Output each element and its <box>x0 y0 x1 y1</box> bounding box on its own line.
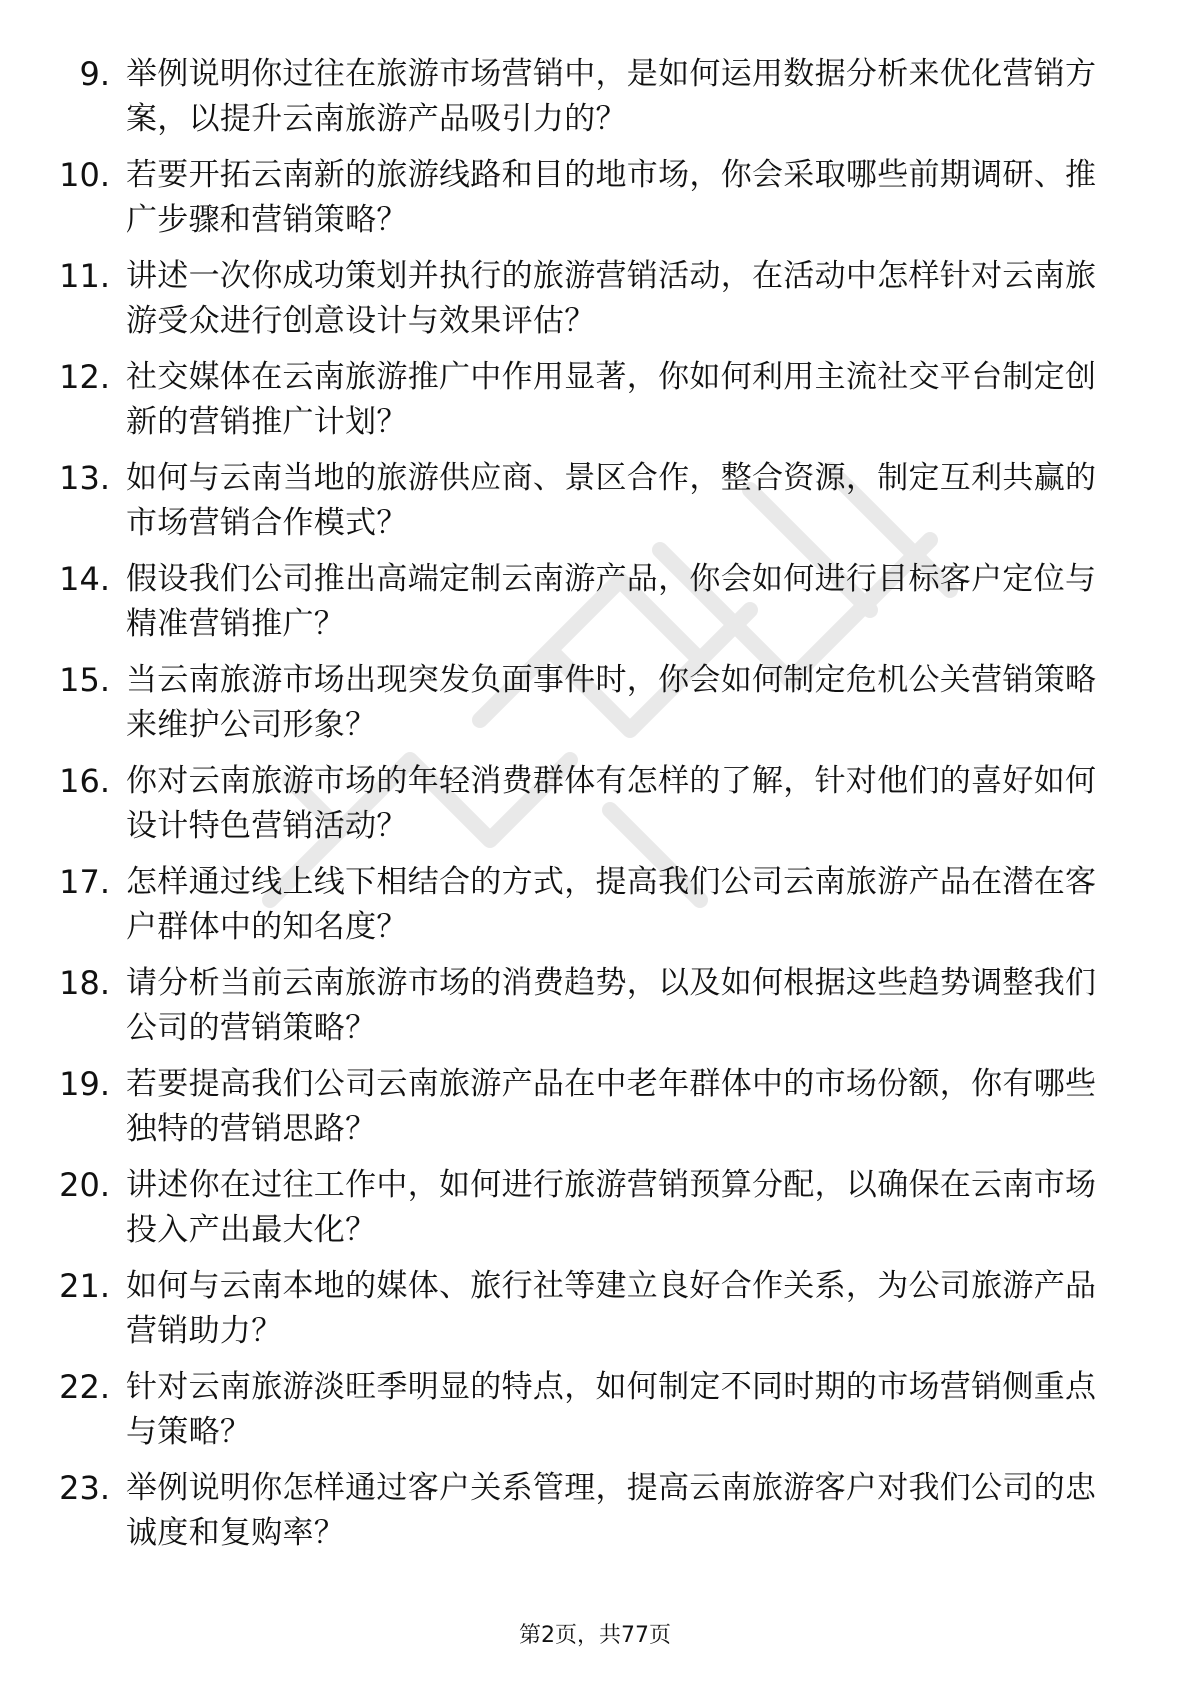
question-item <box>0 456 1190 557</box>
question-number: 12. <box>59 358 110 396</box>
question-text: 如何与云南当地的旅游供应商、景区合作，整合资源，制定互利共赢的市场营销合作模式？ <box>126 460 1097 541</box>
question-text: 讲述一次你成功策划并执行的旅游营销活动，在活动中怎样针对云南旅游受众进行创意设计与效果评估？ <box>126 258 1097 339</box>
question-number: 22. <box>59 1368 110 1406</box>
question-number: 15. <box>59 661 110 699</box>
question-number: 16. <box>59 762 110 800</box>
question-item <box>0 355 1190 456</box>
question-text: 当云南旅游市场出现突发负面事件时，你会如何制定危机公关营销策略来维护公司形象？ <box>126 662 1097 743</box>
question-number: 17. <box>59 863 110 901</box>
question-item <box>0 1466 1190 1567</box>
question-number: 14. <box>59 560 110 598</box>
question-number: 23. <box>59 1469 110 1507</box>
question-item <box>0 557 1190 658</box>
question-item <box>0 1264 1190 1365</box>
question-number: 21. <box>59 1267 110 1305</box>
question-text: 针对云南旅游淡旺季明显的特点，如何制定不同时期的市场营销侧重点与策略？ <box>126 1369 1097 1450</box>
question-text: 举例说明你怎样通过客户关系管理，提高云南旅游客户对我们公司的忠诚度和复购率？ <box>126 1470 1097 1551</box>
question-item <box>0 1365 1190 1466</box>
question-text: 假设我们公司推出高端定制云南游产品，你会如何进行目标客户定位与精准营销推广？ <box>126 561 1097 642</box>
question-text: 若要提高我们公司云南旅游产品在中老年群体中的市场份额，你有哪些独特的营销思路？ <box>126 1066 1097 1147</box>
question-number: 18. <box>59 964 110 1002</box>
question-text: 请分析当前云南旅游市场的消费趋势，以及如何根据这些趋势调整我们公司的营销策略？ <box>126 965 1097 1046</box>
question-text: 怎样通过线上线下相结合的方式，提高我们公司云南旅游产品在潜在客户群体中的知名度？ <box>126 864 1097 945</box>
question-number: 19. <box>59 1065 110 1103</box>
question-list <box>0 52 1190 1567</box>
question-item <box>0 153 1190 254</box>
question-item <box>0 52 1190 153</box>
question-text: 你对云南旅游市场的年轻消费群体有怎样的了解，针对他们的喜好如何设计特色营销活动？ <box>126 763 1097 844</box>
question-number: 10. <box>59 156 110 194</box>
question-item <box>0 860 1190 961</box>
question-text: 社交媒体在云南旅游推广中作用显著，你如何利用主流社交平台制定创新的营销推广计划？ <box>126 359 1097 440</box>
question-number: 11. <box>59 257 110 295</box>
question-item <box>0 759 1190 860</box>
question-text: 讲述你在过往工作中，如何进行旅游营销预算分配，以确保在云南市场投入产出最大化？ <box>126 1167 1097 1248</box>
question-text: 如何与云南本地的媒体、旅行社等建立良好合作关系，为公司旅游产品营销助力？ <box>126 1268 1097 1349</box>
question-item <box>0 658 1190 759</box>
question-number: 13. <box>59 459 110 497</box>
question-number: 9. <box>79 55 110 93</box>
page-footer: 第2页，共77页 <box>519 1623 671 1648</box>
question-number: 20. <box>59 1166 110 1204</box>
question-item <box>0 961 1190 1062</box>
question-item <box>0 1163 1190 1264</box>
question-item <box>0 254 1190 355</box>
question-item <box>0 1062 1190 1163</box>
question-text: 若要开拓云南新的旅游线路和目的地市场，你会采取哪些前期调研、推广步骤和营销策略？ <box>126 157 1097 238</box>
question-text: 举例说明你过往在旅游市场营销中，是如何运用数据分析来优化营销方案，以提升云南旅游产品吸引力的？ <box>126 56 1097 137</box>
